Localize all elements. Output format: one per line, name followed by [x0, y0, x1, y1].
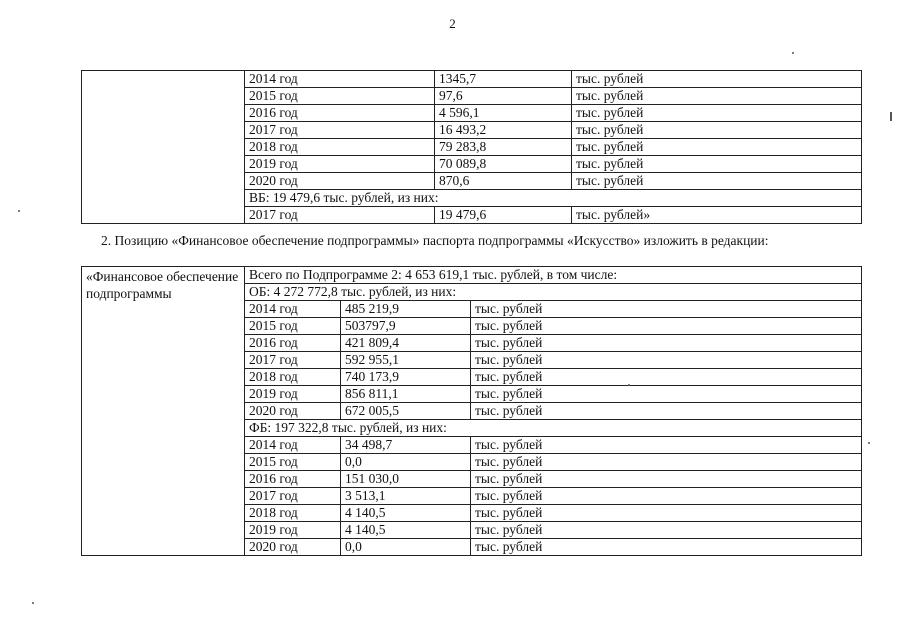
table-row [82, 267, 862, 284]
paragraph-item-2: 2. Позицию «Финансовое обеспечение подпрограммы» паспорта подпрограммы «Искусство» изложить в редакции: [101, 233, 769, 248]
value-cell: 19 479,6 [435, 207, 572, 224]
year-cell: 2014 год [245, 301, 341, 318]
unit-cell: тыс. рублей [471, 522, 862, 539]
scan-speck [890, 112, 892, 121]
year-cell: 2017 год [245, 122, 435, 139]
value-cell: 4 140,5 [341, 522, 471, 539]
year-cell: 2018 год [245, 139, 435, 156]
year-cell: 2017 год [245, 352, 341, 369]
unit-cell: тыс. рублей [471, 471, 862, 488]
funding-table-new [81, 266, 862, 556]
year-cell: 2016 год [245, 105, 435, 122]
funding-table-continued [81, 70, 862, 224]
year-cell: 2015 год [245, 454, 341, 471]
unit-cell: тыс. рублей [471, 369, 862, 386]
section-header-vb: ВБ: 19 479,6 тыс. рублей, из них: [245, 190, 862, 207]
unit-cell: тыс. рублей [471, 403, 862, 420]
section-header-fb: ФБ: 197 322,8 тыс. рублей, из них: [245, 420, 862, 437]
value-cell: 16 493,2 [435, 122, 572, 139]
value-cell: 3 513,1 [341, 488, 471, 505]
unit-cell: тыс. рублей [572, 139, 862, 156]
unit-cell: тыс. рублей [572, 156, 862, 173]
scan-speck [628, 384, 630, 386]
unit-cell: тыс. рублей [471, 505, 862, 522]
year-cell: 2017 год [245, 207, 435, 224]
year-cell: 2016 год [245, 471, 341, 488]
value-cell: 740 173,9 [341, 369, 471, 386]
year-cell: 2019 год [245, 386, 341, 403]
value-cell: 856 811,1 [341, 386, 471, 403]
unit-cell: тыс. рублей [471, 454, 862, 471]
scan-speck [868, 442, 870, 444]
value-cell: 672 005,5 [341, 403, 471, 420]
unit-cell: тыс. рублей [471, 437, 862, 454]
year-cell: 2018 год [245, 369, 341, 386]
value-cell: 151 030,0 [341, 471, 471, 488]
unit-cell: тыс. рублей [471, 318, 862, 335]
scan-speck [32, 602, 34, 604]
value-cell: 97,6 [435, 88, 572, 105]
unit-cell: тыс. рублей» [572, 207, 862, 224]
scan-speck [792, 52, 794, 54]
year-cell: 2014 год [245, 71, 435, 88]
value-cell: 4 596,1 [435, 105, 572, 122]
unit-cell: тыс. рублей [572, 122, 862, 139]
year-cell: 2020 год [245, 173, 435, 190]
position-label: «Финансовое обеспечение подпрограммы [82, 267, 245, 556]
unit-cell: тыс. рублей [471, 539, 862, 556]
unit-cell: тыс. рублей [572, 88, 862, 105]
value-cell: 70 089,8 [435, 156, 572, 173]
page-number: 2 [449, 16, 456, 31]
year-cell: 2017 год [245, 488, 341, 505]
table-row [82, 71, 862, 88]
unit-cell: тыс. рублей [572, 71, 862, 88]
year-cell: 2018 год [245, 505, 341, 522]
value-cell: 0,0 [341, 454, 471, 471]
value-cell: 4 140,5 [341, 505, 471, 522]
value-cell: 0,0 [341, 539, 471, 556]
unit-cell: тыс. рублей [471, 335, 862, 352]
unit-cell: тыс. рублей [471, 386, 862, 403]
year-cell: 2019 год [245, 156, 435, 173]
year-cell: 2014 год [245, 437, 341, 454]
unit-cell: тыс. рублей [471, 488, 862, 505]
unit-cell: тыс. рублей [572, 105, 862, 122]
value-cell: 34 498,7 [341, 437, 471, 454]
year-cell: 2020 год [245, 403, 341, 420]
label-cell-empty [82, 71, 245, 224]
total-line: Всего по Подпрограмме 2: 4 653 619,1 тыс. рублей, в том числе: [245, 267, 862, 284]
year-cell: 2019 год [245, 522, 341, 539]
value-cell: 503797,9 [341, 318, 471, 335]
value-cell: 592 955,1 [341, 352, 471, 369]
value-cell: 485 219,9 [341, 301, 471, 318]
year-cell: 2016 год [245, 335, 341, 352]
value-cell: 1345,7 [435, 71, 572, 88]
unit-cell: тыс. рублей [572, 173, 862, 190]
unit-cell: тыс. рублей [471, 301, 862, 318]
value-cell: 870,6 [435, 173, 572, 190]
year-cell: 2015 год [245, 88, 435, 105]
value-cell: 421 809,4 [341, 335, 471, 352]
year-cell: 2020 год [245, 539, 341, 556]
value-cell: 79 283,8 [435, 139, 572, 156]
unit-cell: тыс. рублей [471, 352, 862, 369]
year-cell: 2015 год [245, 318, 341, 335]
scan-speck [18, 210, 20, 212]
section-header-ob: ОБ: 4 272 772,8 тыс. рублей, из них: [245, 284, 862, 301]
